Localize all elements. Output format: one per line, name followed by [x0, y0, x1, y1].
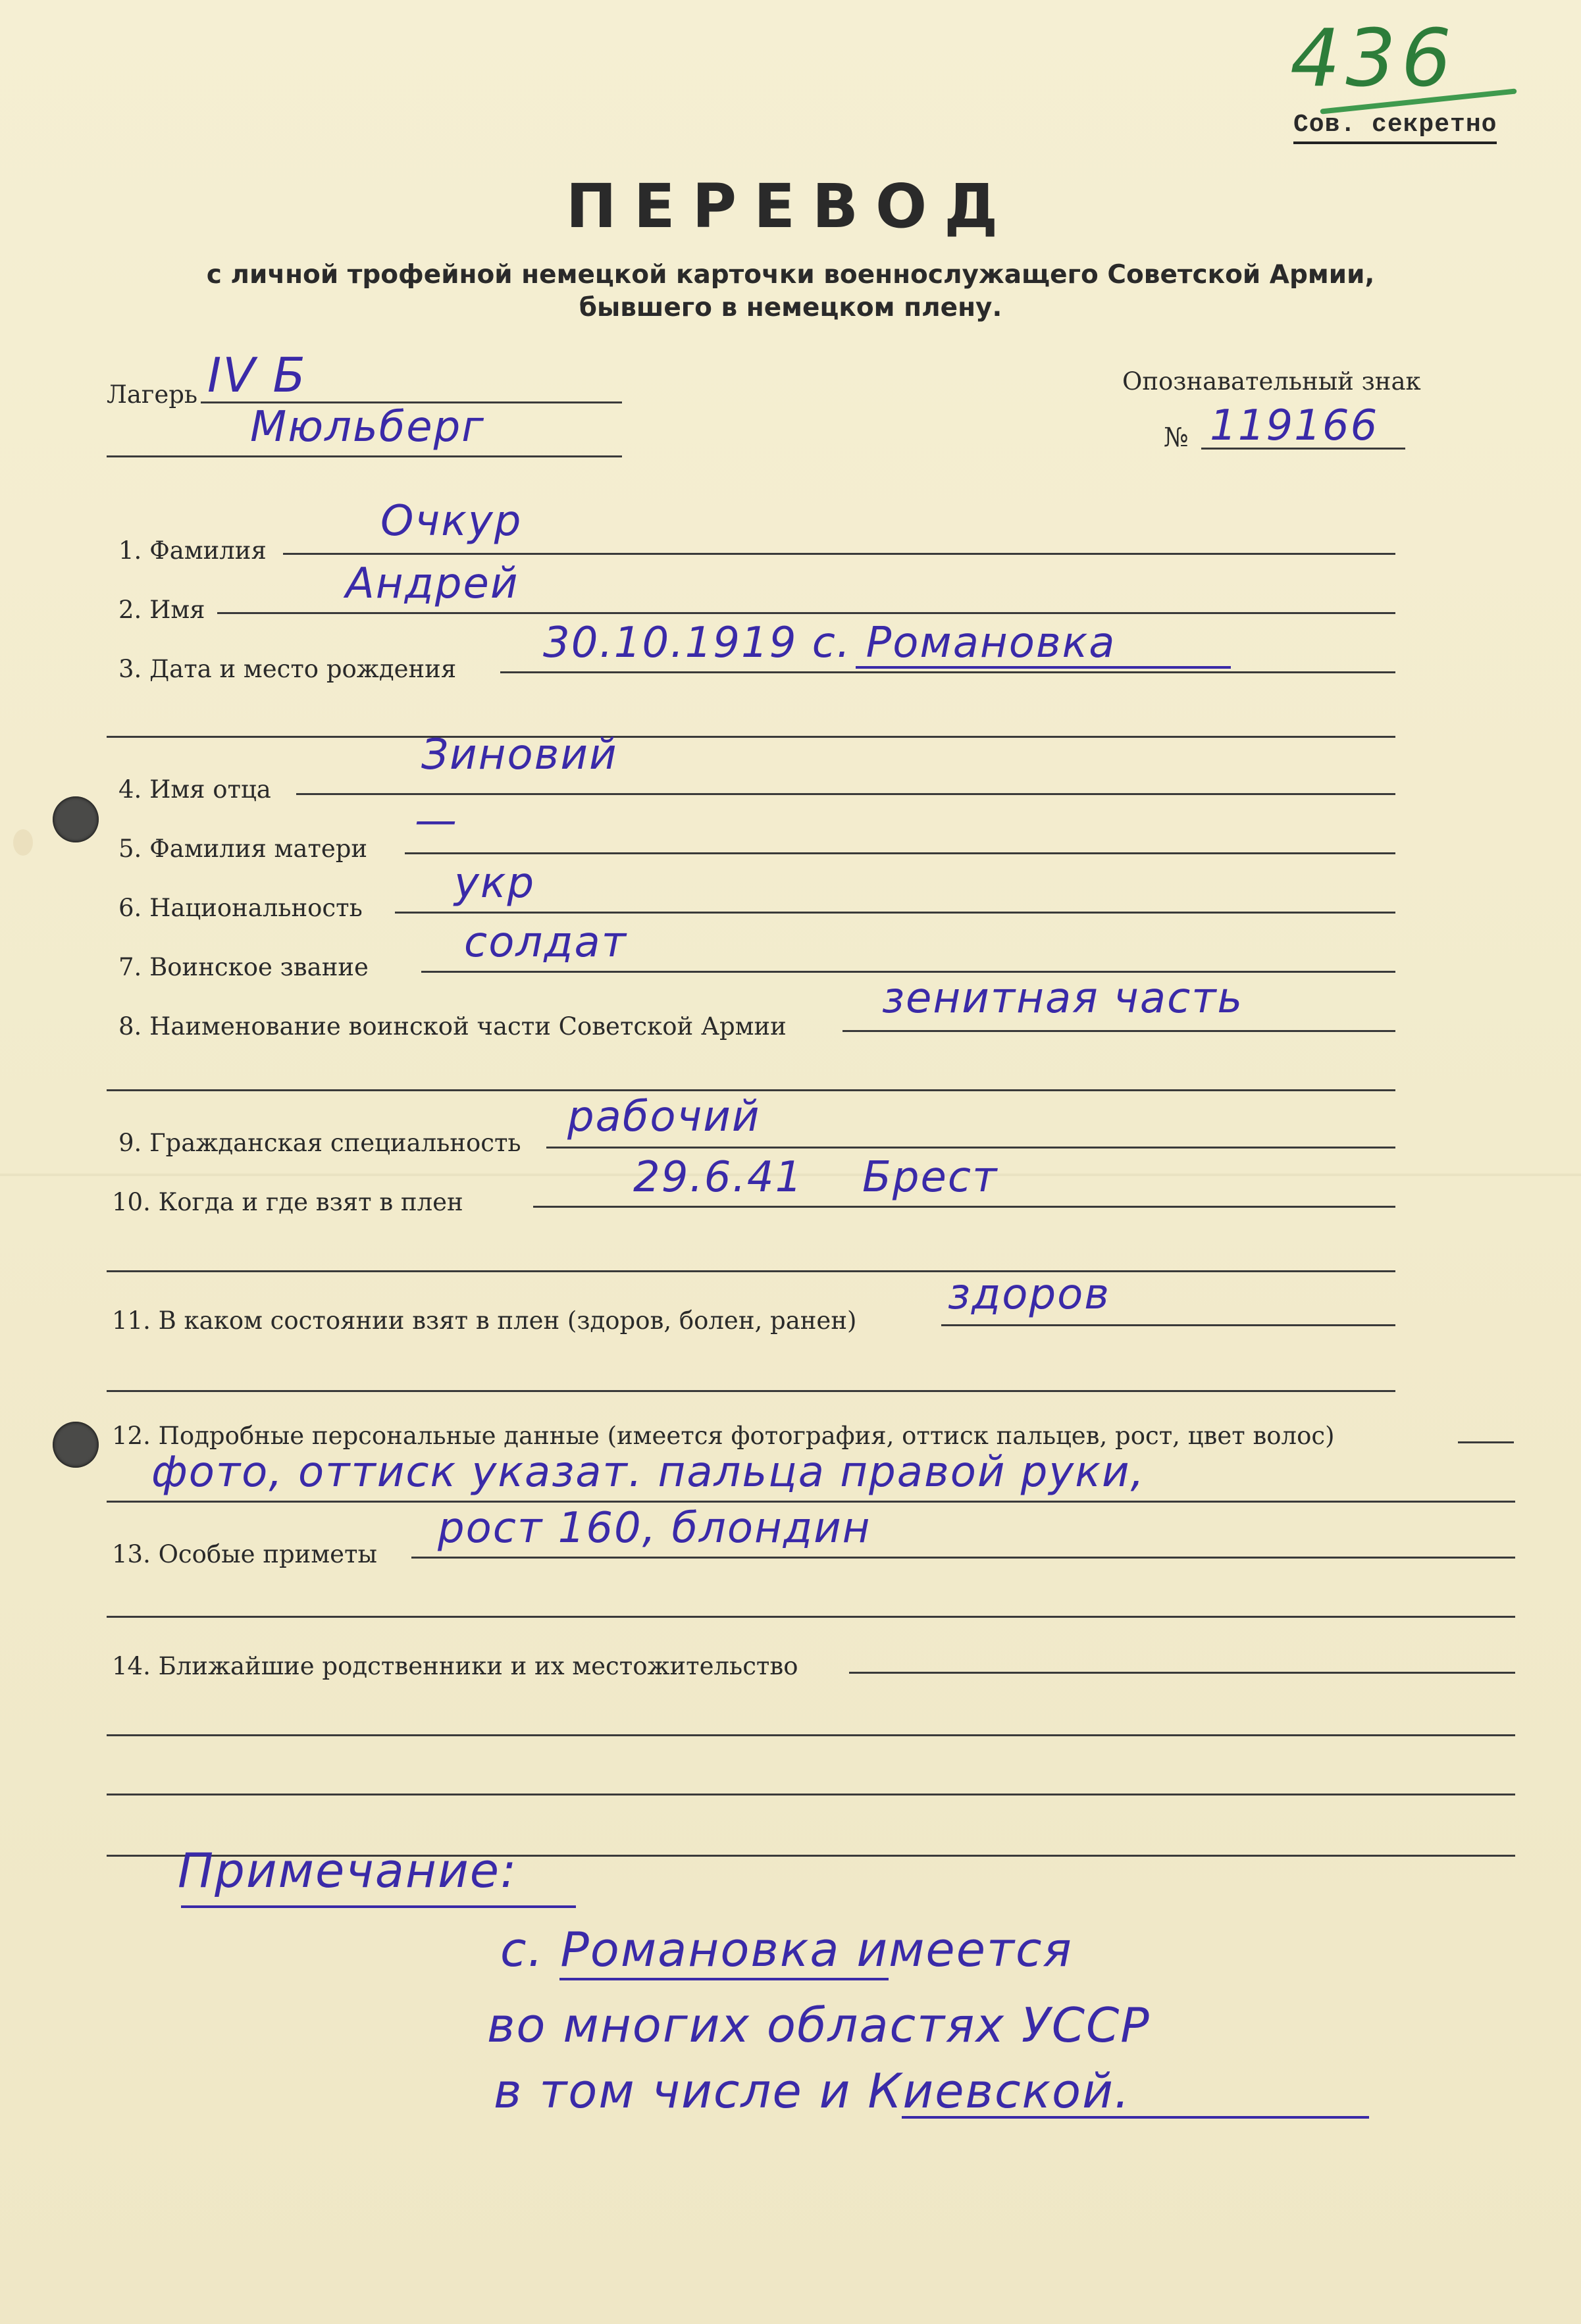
field-10-line-2 — [107, 1270, 1395, 1272]
note-line-3: в том числе и Киевской. — [494, 2063, 1131, 2119]
document-title: ПЕРЕВОД — [565, 171, 1016, 242]
field-12-line-2 — [107, 1501, 1515, 1503]
field-8-line — [842, 1030, 1395, 1032]
note-line-1: с. Романовка имеется — [500, 1922, 1073, 1977]
archive-number: 436 — [1290, 13, 1457, 105]
field-14-line — [849, 1672, 1515, 1674]
id-mark-value: 119166 — [1210, 401, 1379, 450]
field-12-label: 12. Подробные персональные данные (имеется фотография, оттиск пальцев, рост, цвет волос) — [112, 1422, 1335, 1450]
field-13-label: 13. Особые приметы — [112, 1540, 377, 1568]
id-mark-prefix: № — [1164, 423, 1189, 453]
note-heading: Примечание: — [178, 1843, 518, 1898]
field-5-label: 5. Фамилия матери — [118, 835, 368, 863]
field-12-line — [1458, 1441, 1514, 1443]
field-7-label: 7. Воинское звание — [118, 953, 369, 981]
field-10-place: Брест — [862, 1153, 998, 1202]
field-3-underline — [856, 666, 1231, 669]
field-6-label: 6. Национальность — [118, 894, 363, 922]
note-line-2: во многих областях УССР — [487, 1998, 1151, 2053]
field-10-line — [533, 1206, 1395, 1208]
paper-stain — [13, 829, 33, 856]
field-8-label: 8. Наименование воинской части Советской Армии — [118, 1012, 787, 1041]
field-10-date: 29.6.41 — [633, 1153, 804, 1202]
field-1-value: Очкур — [380, 497, 523, 546]
field-4-line — [296, 793, 1395, 795]
subtitle-line-2: бывшего в немецком плену. — [579, 293, 1002, 323]
field-4-label: 4. Имя отца — [118, 775, 271, 804]
camp-value-2: Мюльберг — [250, 403, 485, 452]
field-10-label: 10. Когда и где взят в плен — [112, 1188, 463, 1216]
field-13-line — [411, 1557, 1515, 1559]
field-3-line — [500, 671, 1395, 673]
camp-line-2 — [107, 455, 622, 457]
field-13-value: рост 160, блондин — [438, 1504, 871, 1553]
field-7-value: солдат — [464, 918, 627, 967]
note-line-1-underline — [559, 1978, 889, 1980]
classification-stamp: Сов. секретно — [1293, 111, 1497, 144]
field-14-line-2 — [107, 1734, 1515, 1736]
field-6-value: укр — [454, 859, 536, 908]
field-5-line — [405, 852, 1395, 854]
punch-hole-upper — [53, 796, 99, 842]
field-14-label: 14. Ближайшие родственники и их местожительство — [112, 1652, 798, 1680]
field-11-label: 11. В каком состоянии взят в плен (здоров, болен, ранен) — [112, 1306, 857, 1335]
subtitle-line-1: с личной трофейной немецкой карточки военнослужащего Советской Армии, — [206, 260, 1375, 290]
field-11-value: здоров — [948, 1270, 1110, 1319]
field-1-label: 1. Фамилия — [118, 536, 267, 565]
field-4-value: Зиновий — [421, 731, 618, 779]
field-6-line — [395, 912, 1395, 914]
field-8-value: зенитная часть — [882, 974, 1244, 1023]
field-11-line-2 — [107, 1390, 1395, 1392]
field-3-line-2 — [107, 736, 1395, 738]
punch-hole-lower — [53, 1422, 99, 1468]
note-line-3-underline — [902, 2116, 1369, 2119]
note-heading-underline — [181, 1905, 576, 1908]
field-7-line — [421, 971, 1395, 973]
field-5-value: — — [415, 796, 458, 845]
field-14-line-3 — [107, 1794, 1515, 1795]
field-9-label: 9. Гражданская специальность — [118, 1129, 521, 1157]
field-2-label: 2. Имя — [118, 596, 205, 624]
camp-value: IV Б — [207, 348, 307, 403]
field-2-line — [217, 612, 1395, 614]
field-11-line — [941, 1324, 1395, 1326]
camp-label: Лагерь — [107, 380, 198, 409]
field-8-line-2 — [107, 1089, 1395, 1091]
field-9-value: рабочий — [567, 1093, 761, 1141]
field-9-line — [546, 1147, 1395, 1149]
id-mark-label: Опознавательный знак — [1122, 367, 1421, 396]
field-13-line-2 — [107, 1616, 1515, 1618]
field-3-value: 30.10.1919 с. Романовка — [543, 619, 1116, 667]
field-3-label: 3. Дата и место рождения — [118, 655, 457, 683]
field-1-line — [283, 553, 1395, 555]
field-2-value: Андрей — [346, 559, 519, 608]
field-12-value: фото, оттиск указат. пальца правой руки, — [151, 1448, 1145, 1497]
